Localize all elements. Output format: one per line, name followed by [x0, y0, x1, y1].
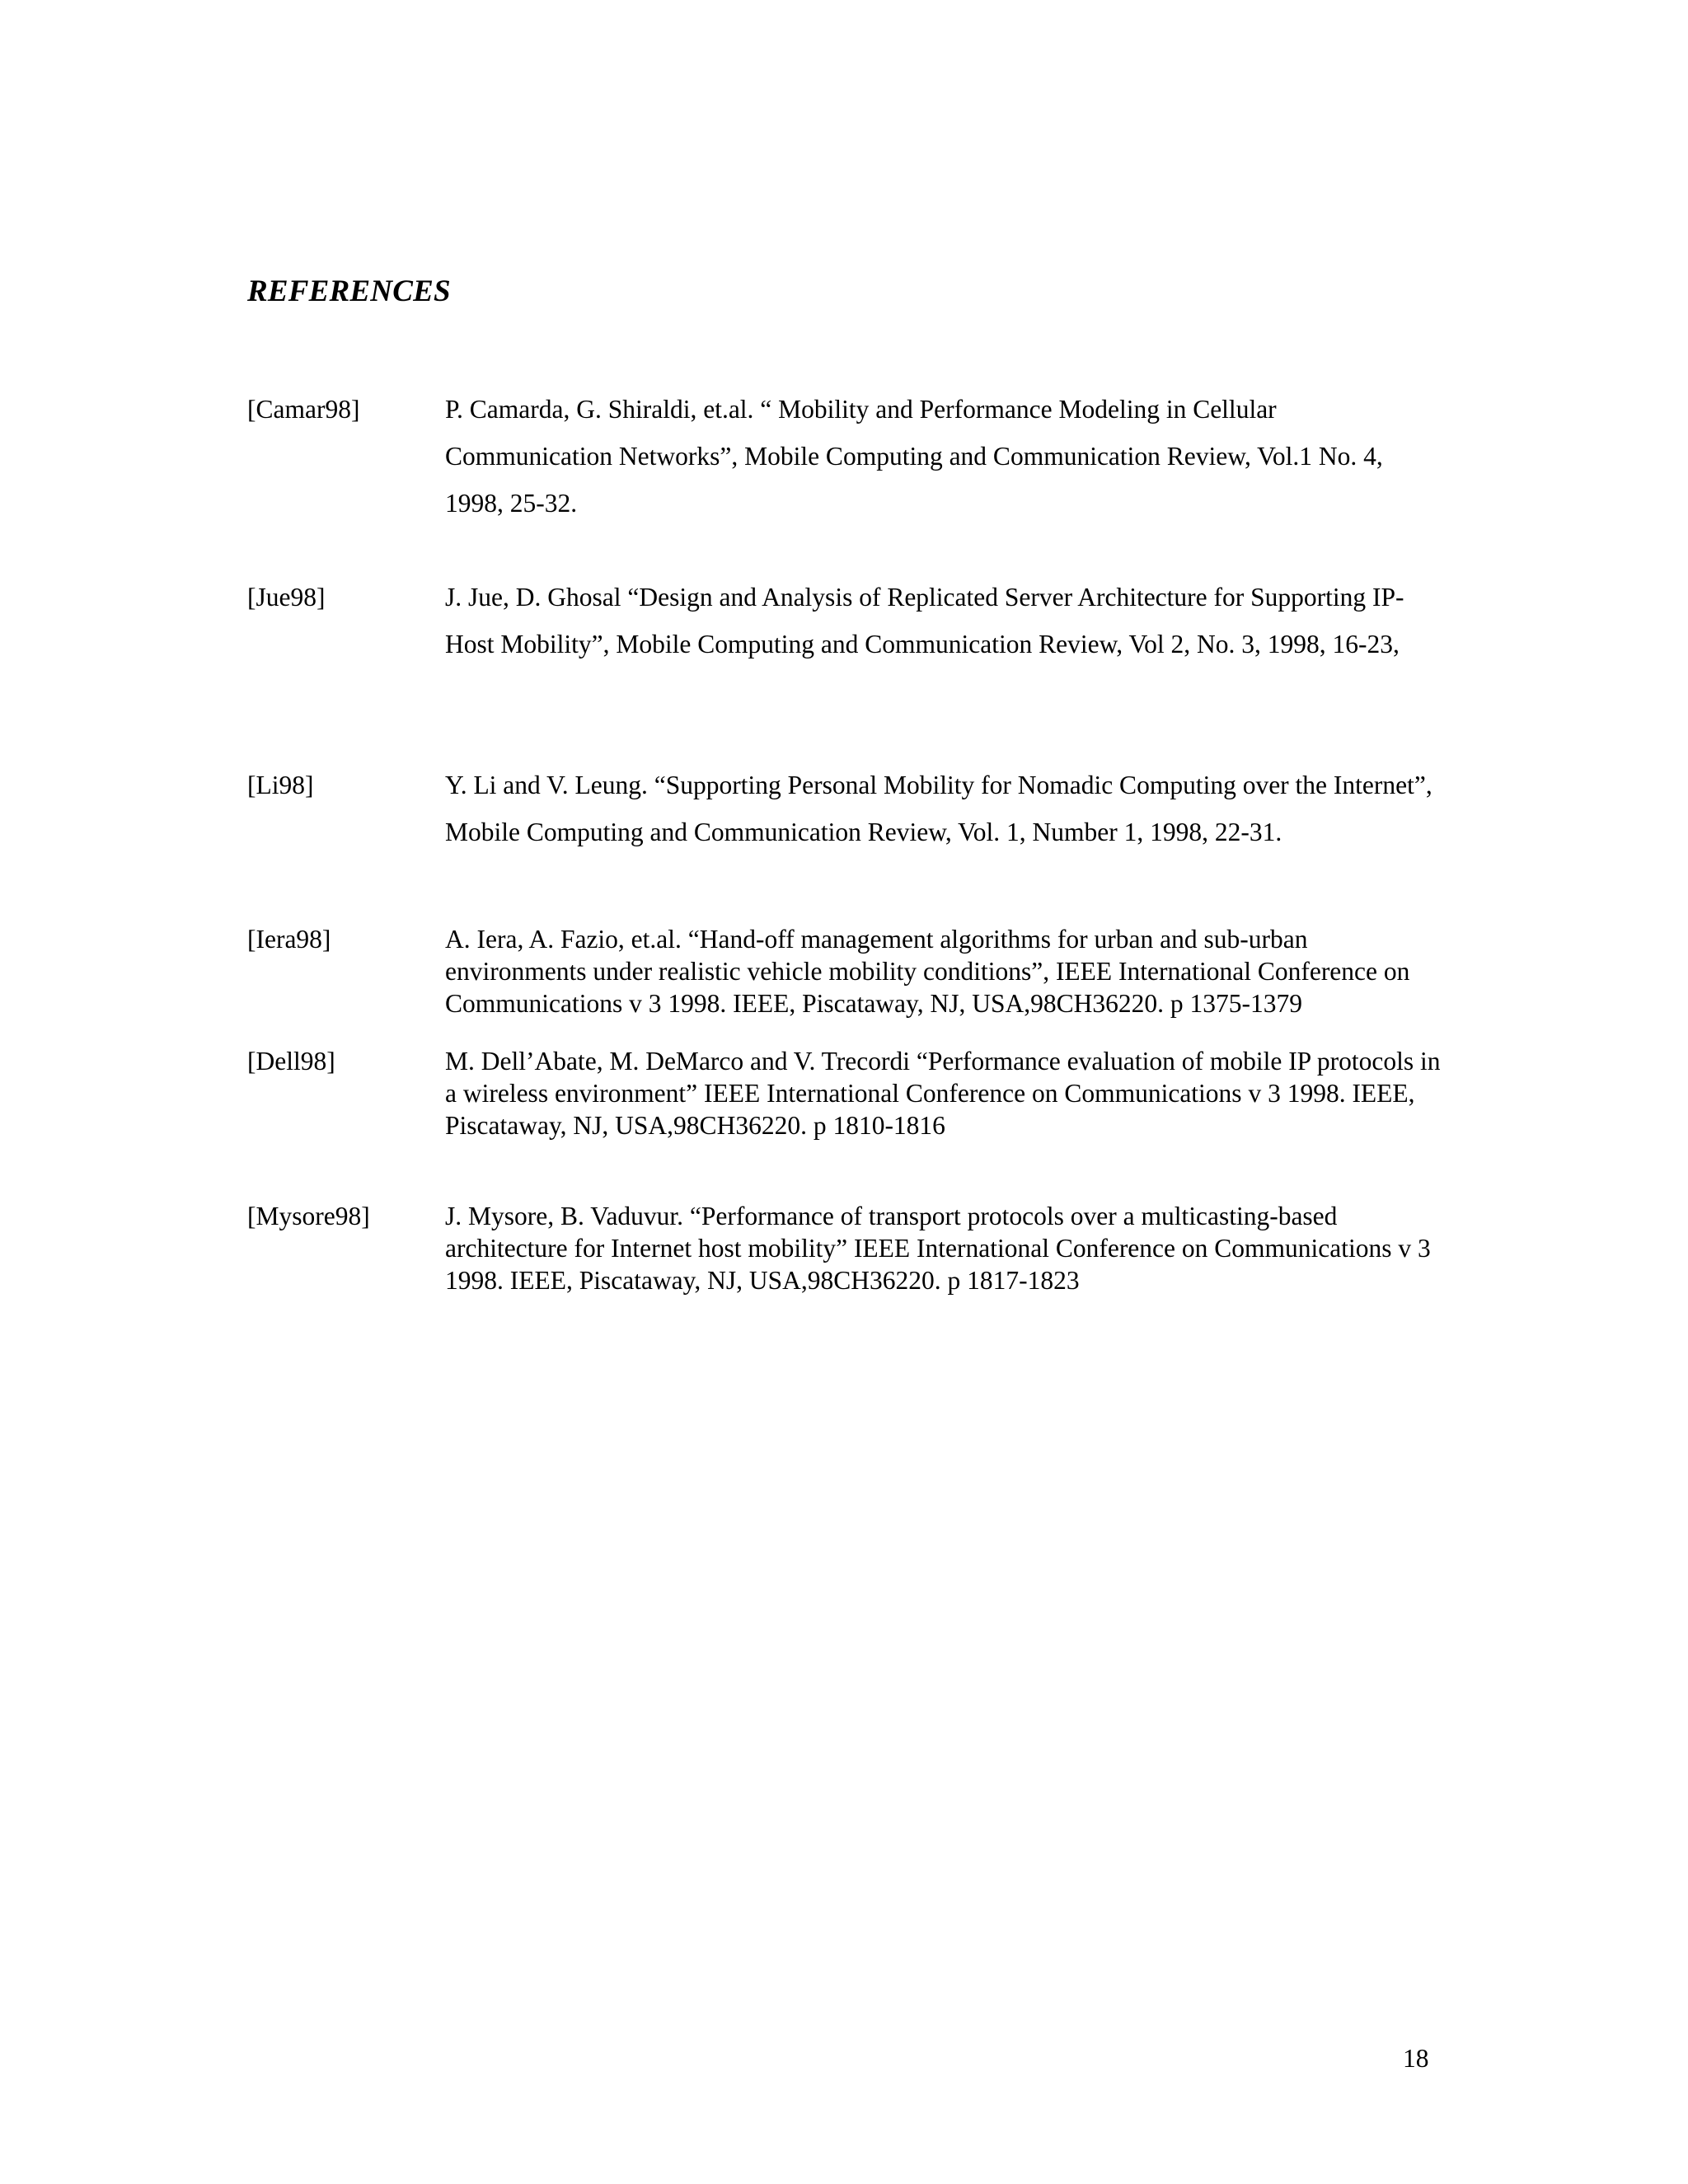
reference-key: [Camar98] — [247, 395, 360, 424]
reference-text: Y. Li and V. Leung. “Supporting Personal Mobility for Nomadic Computing over the Internet”, Mobile Computing and Communication Review, Vol. 1, Number 1, 1998, 22-31. — [445, 771, 1432, 846]
reference-text: J. Mysore, B. Vaduvur. “Performance of transport protocols over a multicasting-based architecture for Internet host mobility” IEEE International Conference on Communications v 3 1998. IEEE, Piscataway, NJ, USA,98CH36220. p 1817-1823 — [445, 1202, 1431, 1295]
reference-text: M. Dell’Abate, M. DeMarco and V. Trecordi “Performance evaluation of mobile IP protocols in a wireless environment” IEEE International Conference on Communications v 3 1998. IEEE, Piscataway, NJ, USA,98CH36220. p 1810-1816 — [445, 1047, 1441, 1140]
reference-key: [Li98] — [247, 771, 314, 799]
page-number: 18 — [1403, 2044, 1429, 2073]
reference-text: A. Iera, A. Fazio, et.al. “Hand-off management algorithms for urban and sub-urban environments under realistic vehicle mobility conditions”, IEEE International Conference on Communications v 3 1998. IEEE, Piscataway, NJ, USA,98CH36220. p 1375-1379 — [445, 925, 1410, 1018]
reference-key: [Mysore98] — [247, 1202, 370, 1230]
reference-key: [Jue98] — [247, 583, 326, 612]
reference-text: J. Jue, D. Ghosal “Design and Analysis of Replicated Server Architecture for Supporting IP-Host Mobility”, Mobile Computing and Communication Review, Vol 2, No. 3, 1998, 16-23, — [445, 583, 1404, 658]
reference-text: P. Camarda, G. Shiraldi, et.al. “ Mobility and Performance Modeling in Cellular Communication Networks”, Mobile Computing and Communication Review, Vol.1 No. 4, 1998, 25-32. — [445, 395, 1383, 518]
reference-key: [Dell98] — [247, 1047, 335, 1076]
page-title: REFERENCES — [247, 274, 451, 308]
reference-key: [Iera98] — [247, 925, 331, 954]
